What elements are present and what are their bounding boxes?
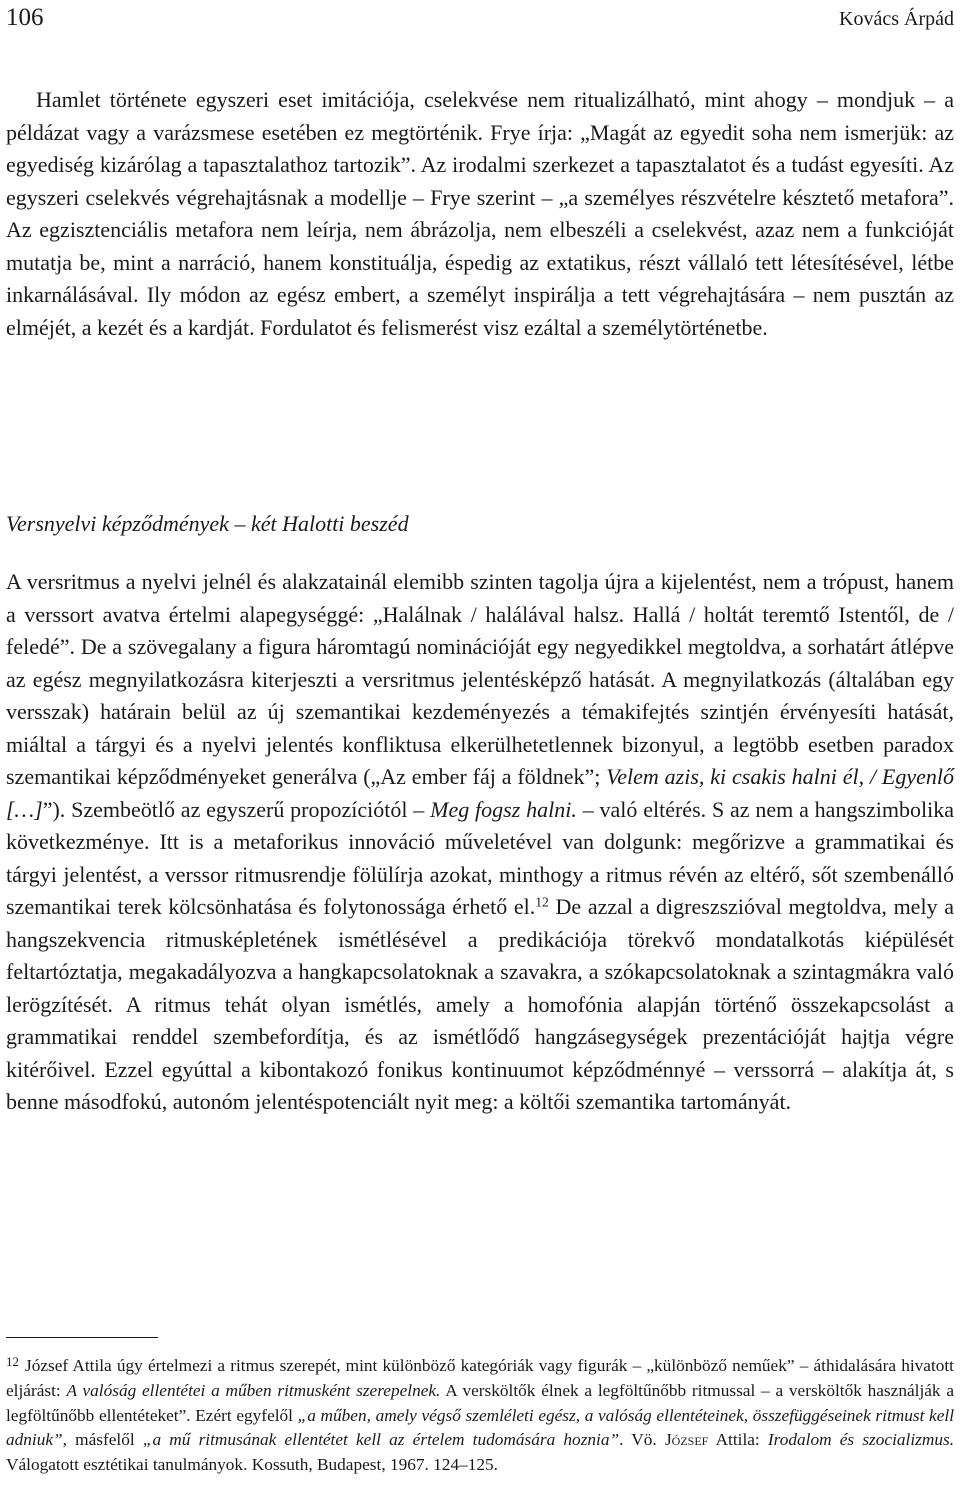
body-paragraph-2: [6, 566, 954, 1119]
body-paragraph-1: [6, 84, 954, 344]
page-header: [6, 4, 954, 38]
section-heading: Versnyelvi képződmények – két Halotti beszéd: [6, 511, 409, 536]
paragraph-text: ”). Szembeötlő az egyszerű propozíciótól –: [42, 796, 431, 822]
footnote-italic: „a mű ritmusának ellentétet kell az értelem tudomására hoznia”: [142, 1430, 620, 1450]
footnote-reference[interactable]: 12: [535, 894, 549, 910]
footnote-text: József Attila úgy értelmezi a ritmus szerepét, mint különböző kategóriák vagy figurák – „különböző neműek” – áthidalására hivatott eljárást:: [6, 1356, 954, 1400]
footnote-text: , másfelől: [62, 1430, 143, 1450]
paragraph-text: – való eltérés. S az nem a hangszimbolika következménye. Itt is a metaforikus innováció műveletével van dolgunk: megőrizve a grammatikai és tárgyi jelentést, a verssor ritmusrendje fölülírja azokat, minthogy a ritmus révén az eltérő, sőt szembenálló szemantikai terek kölcsönhatása és folytonossága érhető el.: [6, 796, 954, 919]
footnote-text: Válogatott esztétikai tanulmányok. Kossuth, Budapest, 1967. 124–125.: [6, 1455, 498, 1475]
paragraph-text: De azzal a digreszszióval megtoldva, mely a hangszekvencia ritmusképletének ismétlésével a predikációja törekvő mondatalkotás kiépülését feltartóztatja, megakadályozva a hangkapcsolatoknak a szavakra, a szókapcsolatoknak a szintagmákra való lerögzítését. A ritmus tehát olyan ismétlés, amely a homofónia alapján történő összekapcsolást a grammatikai renddel szembefordítja, és az ismétlődő hangzásegységek prezentációját hajtja végre kitérőivel. Ezzel egyúttal a kibontakozó fonikus kontinuumot képződménnyé – verssorrá – alakítja át, s benne másodfokú, autonóm jelentéspotenciált nyit meg: a költői szemantika tartományát.: [6, 894, 954, 1114]
footnote-mark: 12: [6, 1353, 19, 1369]
footnote-author: József: [664, 1430, 709, 1450]
paragraph-text: A versritmus a nyelvi jelnél és alakzatainál elemibb szinten tagolja újra a kijelentést, nem a trópust, hanem a verssort avatva értelmi alapegységgé: „Halálnak / halálával halsz. Hallá / holtát teremtő Istentől, de / feledé”. De a szövegalany a figura háromtagú nominációját egy negyedikkel megtoldva, a sorhatárt átlépve az egész megnyilatkozásra kiterjeszti a versritmus jelentésképző hatását. A megnyilatkozás (általában egy versszak) határain belül az új szemantikai kezdeményezés a témakifejtés szintjén érvényesíti hatását, miáltal a tárgyi és a nyelvi jelentés konfliktusa elkerülhetetlennek bizonyul, a legtöbb esetben paradox szemantikai képződményeket generálva („Az ember fáj a földnek”;: [6, 569, 954, 789]
footnote-text: A versköltők élnek a legföltűnőbb ritmussal – a versköltők használják a legföltűnőbb ellentéteket”. Ezért egyfelől: [6, 1380, 954, 1425]
footnote-italic: „a műben, amely végső szemléleti egész, a valóság ellentéteinek, összefüggéseinek ritmust kell adniuk”: [6, 1405, 954, 1450]
paragraph-text: Hamlet története egyszeri eset imitációja, cselekvése nem ritualizálható, mint ahogy – mondjuk – a példázat vagy a varázsmese esetében ez megtörténik. Frye írja: „Magát az egyedit soha nem ismerjük: az egyediség kizárólag a tapasztalathoz tartozik”. Az irodalmi szerkezet a tapasztalatot és a tudást egyesíti. Az egyszeri cselekvés végrehajtásnak a modellje – Frye szerint – „a személyes részvételre késztető metafora”. Az egzisztenciális metafora nem leírja, nem ábrázolja, nem elbeszéli a cselekvést, azaz nem a funkcióját mutatja be, mint a narráció, hanem konstituálja, éspedig az extatikus, részt vállaló tett létesítésével, létbe inkarnálásával. Ily módon az egész embert, a személyt inspirálja a tett végrehajtására – nem pusztán az elméjét, a kezét és a kardját. Fordulatot és felismerést visz ezáltal a személytörténetbe.: [6, 87, 954, 340]
footnote-italic: Irodalom és szocializmus.: [767, 1430, 955, 1450]
quote-italic: Velem azis, ki csakis halni él, / Egyenlő […]: [6, 764, 954, 822]
footnote-italic: A valóság ellentétei a műben ritmusként szerepelnek.: [66, 1380, 441, 1400]
footnote-separator: [6, 1337, 158, 1338]
footnote-text: . Vö.: [619, 1430, 665, 1450]
page-number: 106: [6, 4, 44, 31]
quote-italic: Meg fogsz halni.: [430, 796, 577, 822]
running-head: Kovács Árpád: [839, 8, 954, 30]
footnote-text: Attila:: [708, 1430, 768, 1450]
footnote-12: [6, 1354, 954, 1478]
